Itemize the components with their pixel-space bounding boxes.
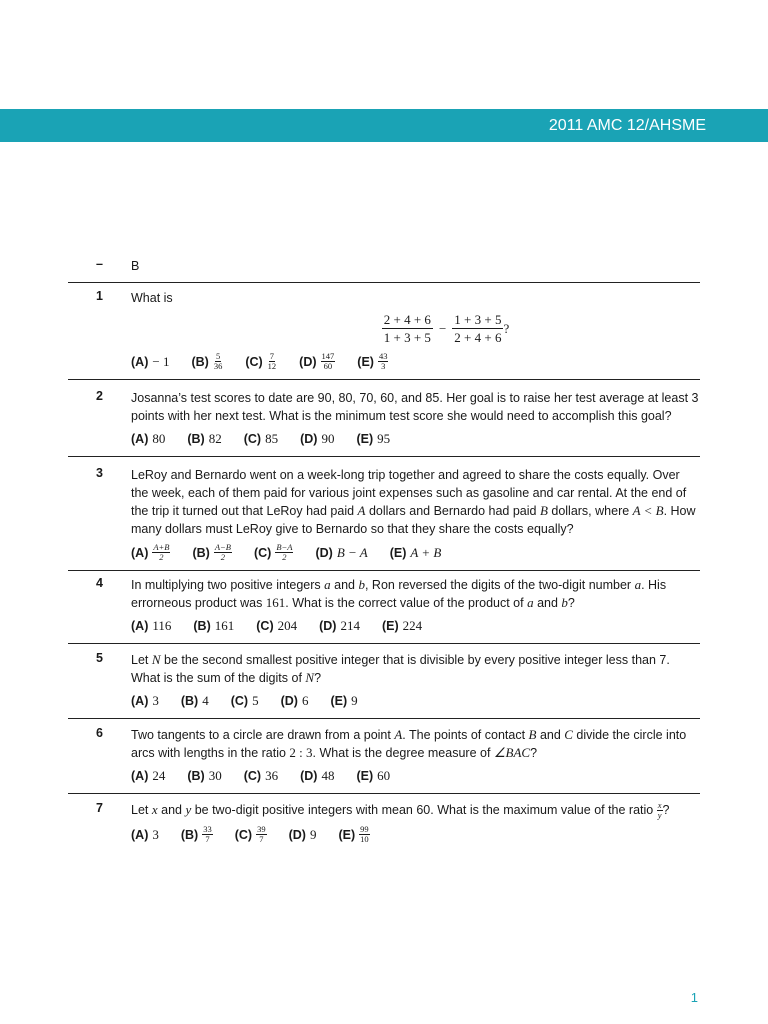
choice-a: (A) 3 — [131, 826, 159, 842]
problem-stem: What is — [131, 291, 173, 305]
choice-d: (D) 214 — [319, 618, 360, 633]
header-bar — [0, 109, 768, 142]
row-text: B — [131, 259, 140, 273]
choice-b: (B) 161 — [193, 618, 235, 633]
problem-stem: LeRoy and Bernardo went on a week-long trip together and agreed to share the costs equally. Over the week, each of them paid for various joint expenses such as gasoline and car rental. At the end of the trip it turned out that LeRoy had paid A dollars and Bernardo had paid B dollars, where A < B. How many dollars must LeRoy give to Bernardo so that they share the costs equally? — [131, 468, 696, 536]
choice-c: (C) $\frac{B-A}{2}$ — [253, 542, 293, 562]
numerator: 1 + 3 + 5 — [454, 312, 502, 327]
choice-c: (C) $\frac{39}{7}$ — [234, 824, 266, 845]
choice-d: (D) 48 — [300, 768, 335, 783]
choice-a: (A) 3 — [131, 693, 159, 708]
problem-3 — [68, 457, 700, 571]
problem-list — [68, 252, 700, 852]
choice-b: (B) $\frac{A-B}{2}$ — [192, 542, 231, 562]
choice-e: (E) $\frac{43}{3}$ — [357, 351, 388, 371]
denominator: 2 + 4 + 6 — [454, 330, 502, 345]
choice-a: (A) 116 — [131, 618, 172, 633]
choice-c: (C) $\frac{7}{12}$ — [245, 351, 277, 371]
choice-d: (D) $\frac{147}{60}$ — [299, 351, 335, 371]
problem-1 — [68, 283, 700, 380]
problem-number: 4 — [96, 576, 103, 590]
row-number: – — [96, 257, 103, 271]
choice-a: (A) $\frac{A+B}{2}$ — [131, 542, 170, 562]
numerator: 2 + 4 + 6 — [383, 312, 431, 327]
answer-choices — [131, 825, 700, 844]
question-mark: ? — [503, 320, 510, 336]
problem-number: 2 — [96, 389, 103, 403]
answer-header-row — [68, 252, 700, 283]
choice-b: (B) $\frac{33}{7}$ — [180, 824, 212, 845]
problem-5 — [68, 644, 700, 719]
problem-number: 3 — [96, 466, 103, 480]
choice-c: (C) 204 — [256, 618, 298, 633]
choice-d: (D) 6 — [280, 693, 309, 708]
display-equation: $\frac{2 + 4 + 6}{1 + 3 + 5}$ − $\frac{1 + 3 + 5}{2 + 4 + 6}$ ? — [383, 312, 510, 345]
choice-c: (C) 36 — [243, 768, 279, 783]
choice-e: (E) 224 — [381, 618, 423, 633]
problem-4 — [68, 571, 700, 644]
problem-number: 1 — [96, 289, 103, 303]
choice-b: (B) 4 — [180, 693, 209, 708]
answer-choices — [131, 543, 700, 562]
choice-e: (E) 95 — [356, 431, 391, 446]
choice-e: (E) 60 — [356, 768, 391, 783]
problem-number: 7 — [96, 801, 103, 815]
choice-b: (B) $\frac{5}{36}$ — [191, 351, 223, 371]
answer-choices — [131, 352, 700, 371]
page-number: 1 — [690, 990, 698, 1005]
problem-stem: In multiplying two positive integers a and b, Ron reversed the digits of the two-digit number a. His errorneous product was 161. What is the correct value of the product of a and b? — [131, 577, 667, 610]
choice-a: (A) 80 — [131, 431, 166, 446]
choice-b: (B) 30 — [187, 768, 222, 783]
problem-6 — [68, 719, 700, 794]
choice-b: (B) 82 — [187, 431, 222, 446]
choice-e: (E) 9 — [330, 693, 358, 708]
problem-2 — [68, 380, 700, 457]
choice-d: (D) 9 — [288, 826, 317, 842]
problem-number: 5 — [96, 651, 103, 665]
choice-c: (C) 5 — [230, 693, 259, 708]
choice-e: (E) $\frac{99}{10}$ — [338, 824, 369, 845]
answer-choices — [131, 430, 700, 448]
choice-d: (D) B − A — [315, 544, 368, 560]
problem-number: 6 — [96, 726, 103, 740]
header-title: 2011 AMC 12/AHSME — [548, 117, 706, 134]
choice-d: (D) 90 — [300, 431, 335, 446]
problem-7 — [68, 794, 700, 852]
answer-choices — [131, 617, 700, 635]
problem-stem: Two tangents to a circle are drawn from a point A. The points of contact B and C divide the circle into arcs with lengths in the ratio 2 : 3. What is the degree measure of ∠BAC? — [131, 727, 687, 760]
choice-e: (E) A + B — [389, 544, 442, 560]
choice-c: (C) 85 — [243, 431, 279, 446]
denominator: 1 + 3 + 5 — [383, 330, 431, 345]
problem-stem: Let N be the second smallest positive integer that is divisible by every positive integer less than 7. What is the sum of the digits of N? — [131, 652, 670, 685]
fraction — [452, 311, 503, 346]
answer-choices — [131, 692, 700, 710]
fraction — [382, 311, 433, 346]
problem-stem: Let x and y be two-digit positive integers with mean 60. What is the maximum value of the ratio $\frac{x}{y}$ ? — [131, 800, 670, 821]
answer-choices — [131, 767, 700, 785]
choice-a: (A) 24 — [131, 768, 166, 783]
problem-stem: Josanna’s test scores to date are 90, 80, 70, 60, and 85. Her goal is to raise her test average at least 3 points with her next test. What is the minimum test score she would need to accomplish this goal? — [131, 391, 699, 423]
choice-a: (A) − 1 — [131, 353, 170, 369]
